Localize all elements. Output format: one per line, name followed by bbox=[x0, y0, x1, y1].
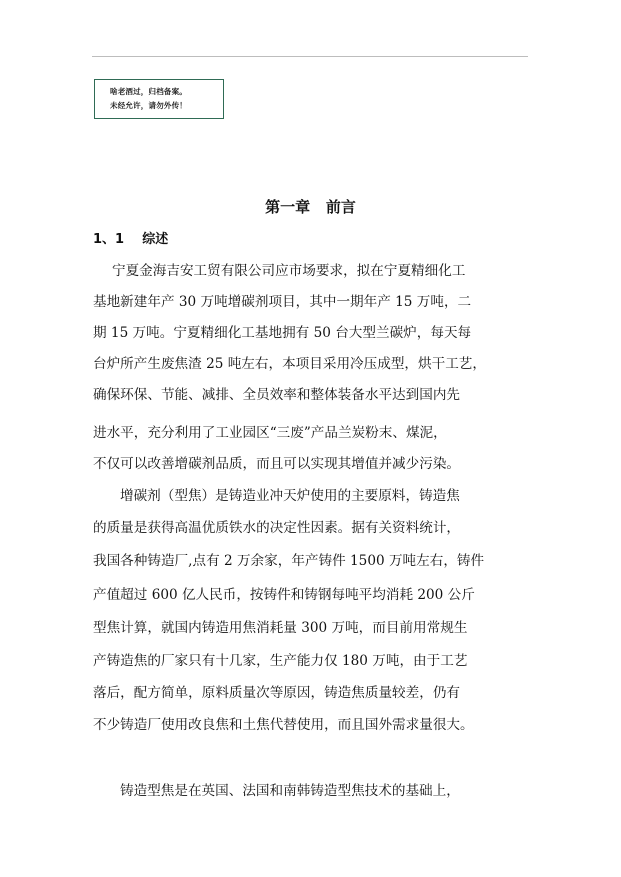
paragraph-line: 不少铸造厂使用改良焦和土焦代替使用，而且国外需求量很大。 bbox=[93, 717, 474, 733]
paragraph-line: 铸造型焦是在英国、法国和南韩铸造型焦技术的基础上， bbox=[120, 783, 460, 799]
paragraph-line: 产铸造焦的厂家只有十几家，生产能力仅 180 万吨，由于工艺 bbox=[93, 653, 468, 669]
notice-stamp bbox=[94, 79, 224, 119]
header-rule bbox=[92, 56, 528, 57]
paragraph-line: 我国各种铸造厂,点有 2 万余家，年产铸件 1500 万吨左右，铸件 bbox=[93, 553, 485, 569]
paragraph-line: 的质量是获得高温优质铁水的决定性因素。据有关资料统计， bbox=[93, 520, 461, 536]
notice-line-2: 未经允许，请勿外传！ bbox=[110, 101, 187, 110]
paragraph-line: 不仅可以改善增碳剂品质，而且可以实现其增值并减少污染。 bbox=[93, 456, 461, 472]
paragraph-line: 期 15 万吨。宁夏精细化工基地拥有 50 台大型兰碳炉，每天每 bbox=[93, 325, 472, 341]
paragraph-line: 宁夏金海吉安工贸有限公司应市场要求，拟在宁夏精细化工 bbox=[112, 263, 466, 279]
paragraph-line: 基地新建年产 30 万吨增碳剂项目，其中一期年产 15 万吨，二 bbox=[93, 294, 472, 310]
paragraph-line: 落后，配方简单，原料质量次等原因，铸造焦质量较差，仍有 bbox=[93, 685, 461, 701]
notice-line-1: 啥老酒过，归档备案。 bbox=[110, 87, 187, 96]
paragraph-line: 型焦计算，就国内铸造用焦消耗量 300 万吨，而目前用常规生 bbox=[93, 620, 468, 636]
chapter-title: 第一章 前言 bbox=[265, 198, 356, 216]
paragraph-line: 台炉所产生废焦渣 25 吨左右，本项目采用冷压成型，烘干工艺， bbox=[93, 356, 486, 372]
paragraph-line: 产值超过 600 亿人民币，按铸件和铸钢每吨平均消耗 200 公斤 bbox=[93, 587, 475, 603]
paragraph-line: 确保环保、节能、减排、全员效率和整体装备水平达到国内先 bbox=[93, 387, 461, 403]
paragraph-line: 进水平，充分利用了工业园区“三废”产品兰炭粉末、煤泥， bbox=[93, 425, 447, 441]
section-heading: 1、1 综述 bbox=[93, 232, 169, 247]
paragraph-line: 增碳剂（型焦）是铸造业冲天炉使用的主要原料，铸造焦 bbox=[120, 488, 460, 504]
